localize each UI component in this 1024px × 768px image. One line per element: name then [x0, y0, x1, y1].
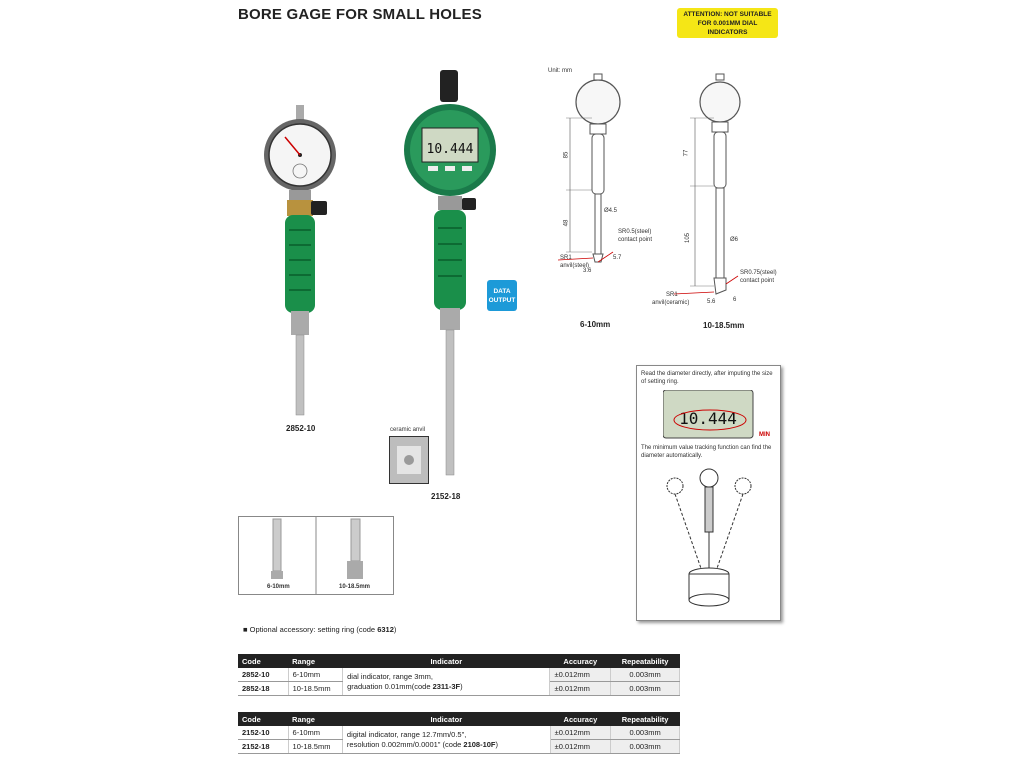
zoom-label-right: 10-18.5mm — [339, 584, 371, 590]
ceramic-anvil-inset — [389, 436, 429, 484]
drawing-6-10mm — [550, 72, 653, 282]
sr1-right: SR1 — [666, 292, 678, 298]
th-range: Range — [288, 654, 342, 668]
dial-bore-gage-image — [255, 105, 345, 425]
th-repeatability: Repeatability — [611, 712, 680, 726]
contact-point-right: contact point — [740, 278, 775, 284]
ceramic-anvil-label: ceramic anvil — [390, 427, 426, 433]
attention-badge: ATTENTION: NOT SUITABLE FOR 0.001MM DIAL INDICATORS — [677, 8, 778, 38]
info-bottom-text: The minimum value tracking function can find the diameter automatically. — [641, 445, 772, 459]
min-label: MIN — [759, 432, 770, 438]
th-accuracy: Accuracy — [550, 712, 611, 726]
table-row: 2152-18 10-18.5mm ±0.012mm 0.003mm — [238, 740, 680, 754]
th-indicator: Indicator — [343, 654, 550, 668]
dim-105: 105 — [685, 232, 692, 244]
drawing-label-6-10: 6-10mm — [580, 320, 611, 329]
drawing-10-18-5mm — [670, 72, 780, 312]
dim-77: 77 — [683, 149, 690, 157]
th-repeatability: Repeatability — [611, 654, 680, 668]
table-row: 2152-10 6-10mm digital indicator, range 12.7mm/0.5", resolution 0.002mm/0.0001" (code 2108-10F) ±0.012mm 0.003mm — [238, 726, 680, 740]
table-row: 2852-18 10-18.5mm ±0.012mm 0.003mm — [238, 682, 680, 696]
th-indicator: Indicator — [342, 712, 550, 726]
drawing-label-10-18-5: 10-18.5mm — [703, 321, 745, 330]
th-range: Range — [288, 712, 342, 726]
data-output-badge: DATA OUTPUT — [487, 280, 517, 311]
dia-4-5: Ø4.5 — [604, 208, 618, 214]
accessory-note: ■ Optional accessory: setting ring (code 6312) — [243, 625, 397, 634]
sr1-left: SR1 — [560, 255, 572, 261]
width-6: 6 — [733, 297, 737, 303]
dim-48: 48 — [563, 219, 570, 227]
dia-6: Ø6 — [730, 237, 739, 243]
th-code: Code — [238, 654, 288, 668]
svg-text:10.444: 10.444 — [426, 142, 474, 157]
zoom-inset-panel — [238, 516, 394, 595]
digital-bore-gage-image — [400, 70, 500, 480]
info-panel — [636, 365, 781, 621]
table-row: 2852-10 6-10mm dial indicator, range 3mm, graduation 0.01mm(code 2311-3F) ±0.012mm 0.003mm — [238, 668, 680, 682]
indicator-cell: digital indicator, range 12.7mm/0.5", resolution 0.002mm/0.0001" (code 2108-10F) — [342, 726, 550, 754]
zoom-label-left: 6-10mm — [267, 584, 290, 590]
contact-point-left: contact point — [618, 237, 653, 243]
sr-0-75: SR0.75(steel) — [740, 270, 777, 276]
th-accuracy: Accuracy — [550, 654, 611, 668]
spec-table-dial — [238, 654, 680, 696]
page-title: BORE GAGE FOR SMALL HOLES — [238, 6, 482, 23]
sr-0-5: SR0.5(steel) — [618, 229, 652, 235]
width-3-6: 3.6 — [583, 268, 592, 274]
width-5-7: 5.7 — [613, 255, 622, 261]
anvil-steel: anvil(steel) — [560, 263, 590, 269]
th-code: Code — [238, 712, 288, 726]
svg-text:10.444: 10.444 — [679, 409, 737, 428]
anvil-ceramic: anvil(ceramic) — [652, 300, 690, 306]
product-label-2852-10: 2852-10 — [286, 424, 316, 433]
width-5-6: 5.6 — [707, 299, 716, 305]
unit-label: Unit: mm — [548, 68, 572, 74]
product-label-2152-18: 2152-18 — [431, 492, 461, 501]
dim-85: 85 — [563, 151, 570, 159]
spec-table-digital — [238, 712, 680, 754]
indicator-cell: dial indicator, range 3mm, graduation 0.01mm(code 2311-3F) — [343, 668, 550, 696]
info-top-text: Read the diameter directly, after imputing the size of setting ring. — [641, 371, 773, 385]
